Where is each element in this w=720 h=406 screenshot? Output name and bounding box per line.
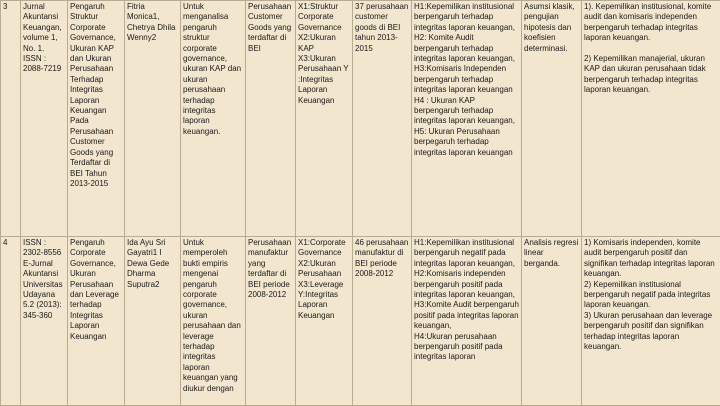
hypothesis: H1:Kepemilikan institusional berpengaruh terhadap integritas laporan keuangan, H2: Komite Audit berpengaruh terhadap integritas laporan keuangan, H3:Komisaris Independen berpengaruh terhadap integritas laporan keuangan H4 : Ukuran KAP berpengaruh terhadap integritas laporan keuangan, H5: Ukuran Perusahaan berpegaruh terhadap integritas laporan keuangan (412, 1, 522, 237)
table-row (1, 237, 720, 406)
table-row (1, 1, 720, 237)
research-title: Pengaruh Corporate Governance, Ukuran Perusahaan dan Leverage terhadap Integritas Laporan Keuangan (68, 237, 125, 406)
hypothesis: H1:Kepemilikan institusional berpengaruh negatif pada integritas laporan keuangan, H2:Komisaris independen berpengaruh positif pada integritas laporan keuangan, H3:Komite Audit berpengaruh positif pada integritas laporan keuangan, H4:Ukuran perusahaan berpengaruh positif pada integritas laporan (412, 237, 522, 406)
population: Perusahaan manufaktur yang terdaftar di BEI periode 2008-2012 (246, 237, 296, 406)
analysis-method: Analisis regresi linear berganda. (522, 237, 582, 406)
journal-source: Jurnal Akuntansi Keuangan, volume 1, No. 1. ISSN : 2088-7219 (21, 1, 68, 237)
sample: 37 perusahaan customer goods di BEI tahun 2013-2015 (353, 1, 412, 237)
research-result: 1). Kepemilikan institusional, komite audit dan komisaris independen berpengaruh terhadap integritas laporan keuangan. 2) Kepemilikan manajerial, ukuran KAP dan ukuran perusahaan tidak berpengaruh terhadap integritas laporan keuangan. (582, 1, 720, 237)
authors: Fitria Monica1, Chetrya Dhila Wenny2 (125, 1, 181, 237)
journal-source: ISSN : 2302-8556 E-Jurnal Akuntansi Universitas Udayana 5.2 (2013): 345-360 (21, 237, 68, 406)
row-number: 4 (1, 237, 21, 406)
population: Perusahaan Customer Goods yang terdaftar di BEI (246, 1, 296, 237)
row-number: 3 (1, 1, 21, 237)
research-aim: Untuk memperoleh bukti empiris mengenai pengaruh corporate governance, ukuran perusahaan dan leverage terhadap integritas laporan keuangan yang diukur dengan (181, 237, 246, 406)
research-title: Pengaruh Struktur Corporate Governance, Ukuran KAP dan Ukuran Perusahaan Terhadap Integritas Laporan Keuangan Pada Perusahaan Customer Goods yang Terdaftar di BEI Tahun 2013-2015 (68, 1, 125, 237)
analysis-method: Asumsi klasik, pengujian hipotesis dan koefisien determinasi. (522, 1, 582, 237)
variables: X1:Corporate Governance X2:Ukuran Perusahaan X3:Leverage Y:Integritas Laporan Keuangan (296, 237, 353, 406)
authors: Ida Ayu Sri Gayatri1 I Dewa Gede Dharma Suputra2 (125, 237, 181, 406)
sample: 46 perusahaan manufaktur di BEI periode 2008-2012 (353, 237, 412, 406)
research-result: 1) Komisaris independen, komite audit berpengaruh positif dan signifikan terhadap integritas laporan keuangan. 2) Kepemilikan institusional berpengaruh negatif pada integritas laporan keuangan. 3) Ukuran perusahaan dan leverage berpengaruh positif dan signifikan terhadap integritas laporan keuangan. (582, 237, 720, 406)
research-aim: Untuk menganalisa pengaruh struktur corporate governance, ukuran KAP dan ukuran perusahaan terhadap integritas laporan keuangan. (181, 1, 246, 237)
variables: X1:Struktur Corporate Governance X2:Ukuran KAP X3:Ukuran Perusahaan Y :Integritas Laporan Keuangan (296, 1, 353, 237)
